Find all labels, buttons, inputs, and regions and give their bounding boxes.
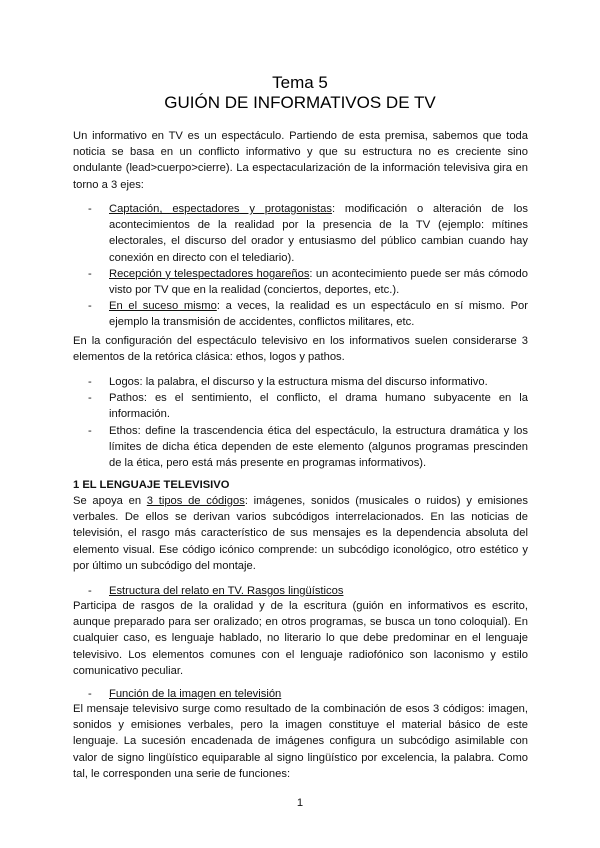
bullet-dash: - [88, 392, 92, 405]
retorica-list [88, 374, 528, 471]
retorica-item-text: Pathos: es el sentimiento, el conflicto, el drama humano subyacente en la información. [109, 392, 528, 421]
bullet-dash: - [88, 585, 92, 597]
list-item [88, 266, 528, 298]
section1-text-rest: : imágenes, sonidos (musicales o ruidos) y emisiones verbales. De ellos se derivan varios subcódigos interrelacionados. En las noticias de televisión, el rasgo más característico de sus mensajes es la dependencia absoluta del elemento visual. Ese código icónico comprende: un subcódigo iconológico, otro estético y por último un subcódigo del montaje. [73, 495, 528, 572]
eje-text: : un acontecimiento puede ser más cómodo visto por TV que en la realidad (conciertos, deportes, etc.). [109, 267, 528, 297]
list-item [88, 390, 528, 422]
page-number: 1 [296, 797, 304, 809]
eje-term: Recepción y telespectadores hogareños [109, 267, 310, 280]
bullet-dash: - [88, 300, 92, 313]
eje-text: : a veces, la realidad es un espectáculo en sí mismo. Por ejemplo la transmisión de accidentes, conflictos militares, etc. [109, 300, 528, 329]
doc-title-line2: GUIÓN DE INFORMATIVOS DE TV [164, 93, 436, 112]
bullet-dash: - [88, 376, 92, 388]
list-item [88, 298, 528, 330]
doc-title-line1: Tema 5 [272, 73, 328, 92]
bullet-dash: - [88, 688, 92, 700]
section1-paragraph [73, 493, 528, 574]
eje-term: Captación, espectadores y protagonistas [109, 203, 332, 215]
list-item [88, 374, 528, 390]
sub2-paragraph: El mensaje televisivo surge como resultado de la combinación de esos 3 códigos: imagen, sonidos y emisiones verbales, pero la imagen constituye el material básico de este lenguaje. La sucesión encadenada de imágenes configura un subcódigo asimilable con valor de signo lingüístico equiparable al signo lingüístico por excelencia, la palabra. Como tal, le corresponden una serie de funciones: [73, 703, 528, 780]
subsection-title: Estructura del relato en TV. Rasgos lingüísticos [109, 585, 344, 597]
subsection-heading [88, 583, 343, 599]
ejes-list [88, 201, 528, 331]
sub1-paragraph: Participa de rasgos de la oralidad y de la escritura (guión en informativos es escrito, aunque preparado para ser oralizado; en otros programas, se busca un tono coloquial). En cualquier caso, es lenguaje hablado, no literario lo que debe predominar en el lenguaje televisivo. Los elementos comunes con el lenguaje radiofónico son laconismo y estilo comunicativo peculiar. [73, 600, 528, 677]
retorica-item-text: Ethos: define la trascendencia ética del espectáculo, la estructura dramática y los límites de dicha ética dependen de este elemento (algunos programas prescinden de la ética, pero está más presente en programas informativos). [109, 424, 528, 470]
bullet-dash: - [88, 424, 92, 437]
retorica-intro-paragraph: En la configuración del espectáculo televisivo en los informativos suelen considerarse 3 elementos de la retórica clásica: ethos, logos y pathos. [73, 335, 528, 364]
section-heading: 1 EL LENGUAJE TELEVISIVO [73, 479, 230, 491]
codigos-term: 3 tipos de códigos [146, 495, 245, 507]
retorica-item-text: Logos: la palabra, el discurso y la estructura misma del discurso informativo. [109, 376, 488, 388]
section1-text-start: Se apoya en [73, 495, 147, 507]
list-item [88, 423, 528, 472]
bullet-dash: - [88, 267, 92, 280]
subsection-title: Función de la imagen en televisión [109, 688, 282, 700]
intro-paragraph: Un informativo en TV es un espectáculo. Partiendo de esta premisa, sabemos que toda noticia se basa en un conflicto informativo y que su estructura no es creciente sino ondulante (lead>cuerpo>cierre). La espectacularización de la información televisiva gira en torno a 3 ejes: [73, 130, 528, 191]
bullet-dash: - [88, 203, 92, 215]
subsection-heading [88, 686, 281, 702]
eje-term: En el suceso mismo [109, 300, 217, 313]
list-item [88, 201, 528, 266]
eje-text: : modificación o alteración de los acontecimientos de la realidad por la presencia de la TV (ejemplo: mítines electorales, el discurso del orador y entusiasmo del público cambian cuando hay conexión en directo con el telediario). [109, 203, 528, 264]
